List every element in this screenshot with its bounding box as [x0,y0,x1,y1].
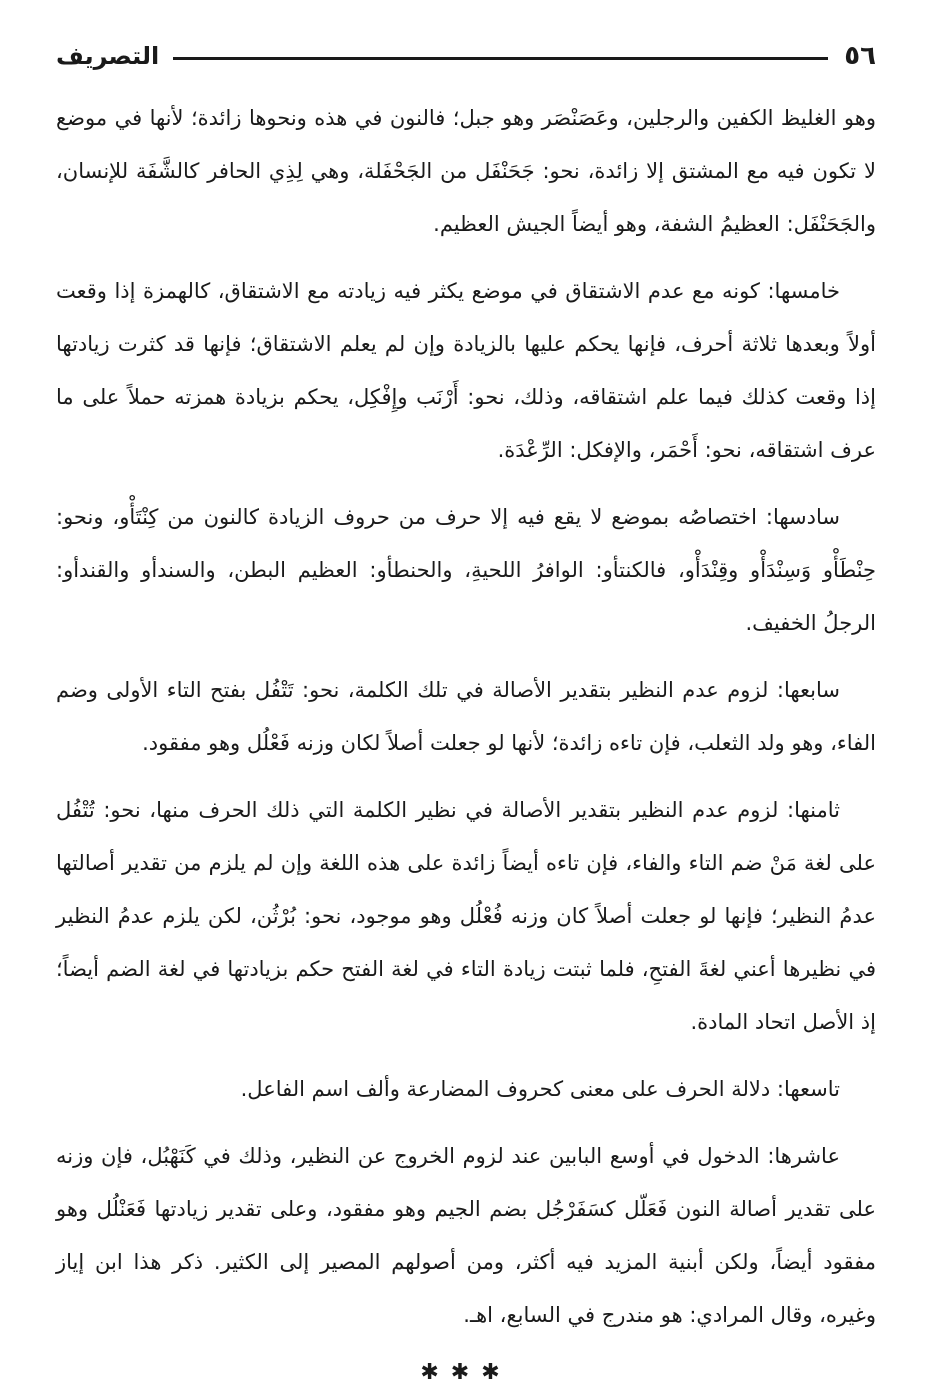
header-rule [173,57,828,60]
paragraph-eighth: ثامنها: لزوم عدم النظير بتقدير الأصالة في نظير الكلمة التي ذلك الحرف منها، نحو: تُتْفُل على لغة مَنْ ضم التاء والفاء، فإن تاءه أيضاً زائدة على هذه اللغة وإن لم يلزم من تقدير أصالتها عدمُ النظير؛ فإنها لو جعلت أصلاً كان وزنه فُعْلُل وهو موجود، نحو: بُرْثُن، لكن يلزم عدمُ النظير في نظيرها أعني لغةَ الفتحِ، فلما ثبتت زيادة التاء في لغة الفتح حكم بزيادتها في لغة الضم أيضاً؛ إذ الأصل اتحاد المادة. [56,798,876,1034]
paragraph-sixth: سادسها: اختصاصُه بموضع لا يقع فيه إلا حرف من حروف الزيادة كالنون من كِنْتَأْو، ونحو: حِنْطَأْو وَسِنْدَأْو وقِنْدَأْو، فالكنتأو: الوافرُ اللحيةِ، والحنطأو: العظيم البطن، والسندأو والقندأو: الرجلُ الخفيف. [56,505,876,635]
section-end-ornament: ✱✱✱ [420,1360,512,1385]
paragraph-fifth: خامسها: كونه مع عدم الاشتقاق في موضع يكثر فيه زيادته مع الاشتقاق، كالهمزة إذا وقعت أولاً وبعدها ثلاثة أحرف، فإنها يحكم عليها بالزيادة وإن لم يعلم الاشتقاق؛ فإنها قد كثرت زيادتها إذا وقعت كذلك فيما علم اشتقاقه، وذلك، نحو: أَرْنَب وإِفْكِل، يحكم بزيادة همزته حملاً على ما عرف اشتقاقه، نحو: أَحْمَر، والإفكل: الرِّعْدَة. [56,279,876,462]
paragraph-continuation: وهو الغليظ الكفين والرجلين، وعَصَنْصَر وهو جبل؛ فالنون في هذه ونحوها زائدة؛ لأنها في موضع لا تكون فيه مع المشتق إلا زائدة، نحو: جَحَنْفَل من الجَحْفَلة، وهي لِذِي الحافر كالشَّفَة للإنسان، والجَحَنْفَل: العظيمُ الشفة، وهو أيضاً الجيش العظيم. [56,106,876,236]
page-number: ٥٦ [844,41,876,71]
paragraph-tenth: عاشرها: الدخول في أوسع البابين عند لزوم الخروج عن النظير، وذلك في كَنَهْبُل، فإن وزنه على تقدير أصالة النون فَعَلّل كسَفَرْجُل بضم الجيم وهو مفقود، وعلى تقدير زيادتها فَعَنْلُل وهو مفقود أيضاً، ولكن أبنية المزيد فيه أكثر، ومن أصولهم المصير إلى الكثير. ذكر هذا ابن إياز وغيره، وقال المرادي: هو مندرج في السابع، اهـ. [56,1144,876,1327]
paragraph-ninth: تاسعها: دلالة الحرف على معنى كحروف المضارعة وألف اسم الفاعل. [240,1077,840,1101]
body-text [56,92,876,1342]
paragraph-seventh: سابعها: لزوم عدم النظير بتقدير الأصالة في تلك الكلمة، نحو: تَتْفُل بفتح التاء الأولى وضم الفاء، وهو ولد الثعلب، فإن تاءه زائدة؛ لأنها لو جعلت أصلاً لكان وزنه فَعْلُل وهو مفقود. [56,678,876,755]
book-page [56,36,876,1385]
chapter-title: التصريف [56,42,160,70]
running-header [56,36,876,76]
